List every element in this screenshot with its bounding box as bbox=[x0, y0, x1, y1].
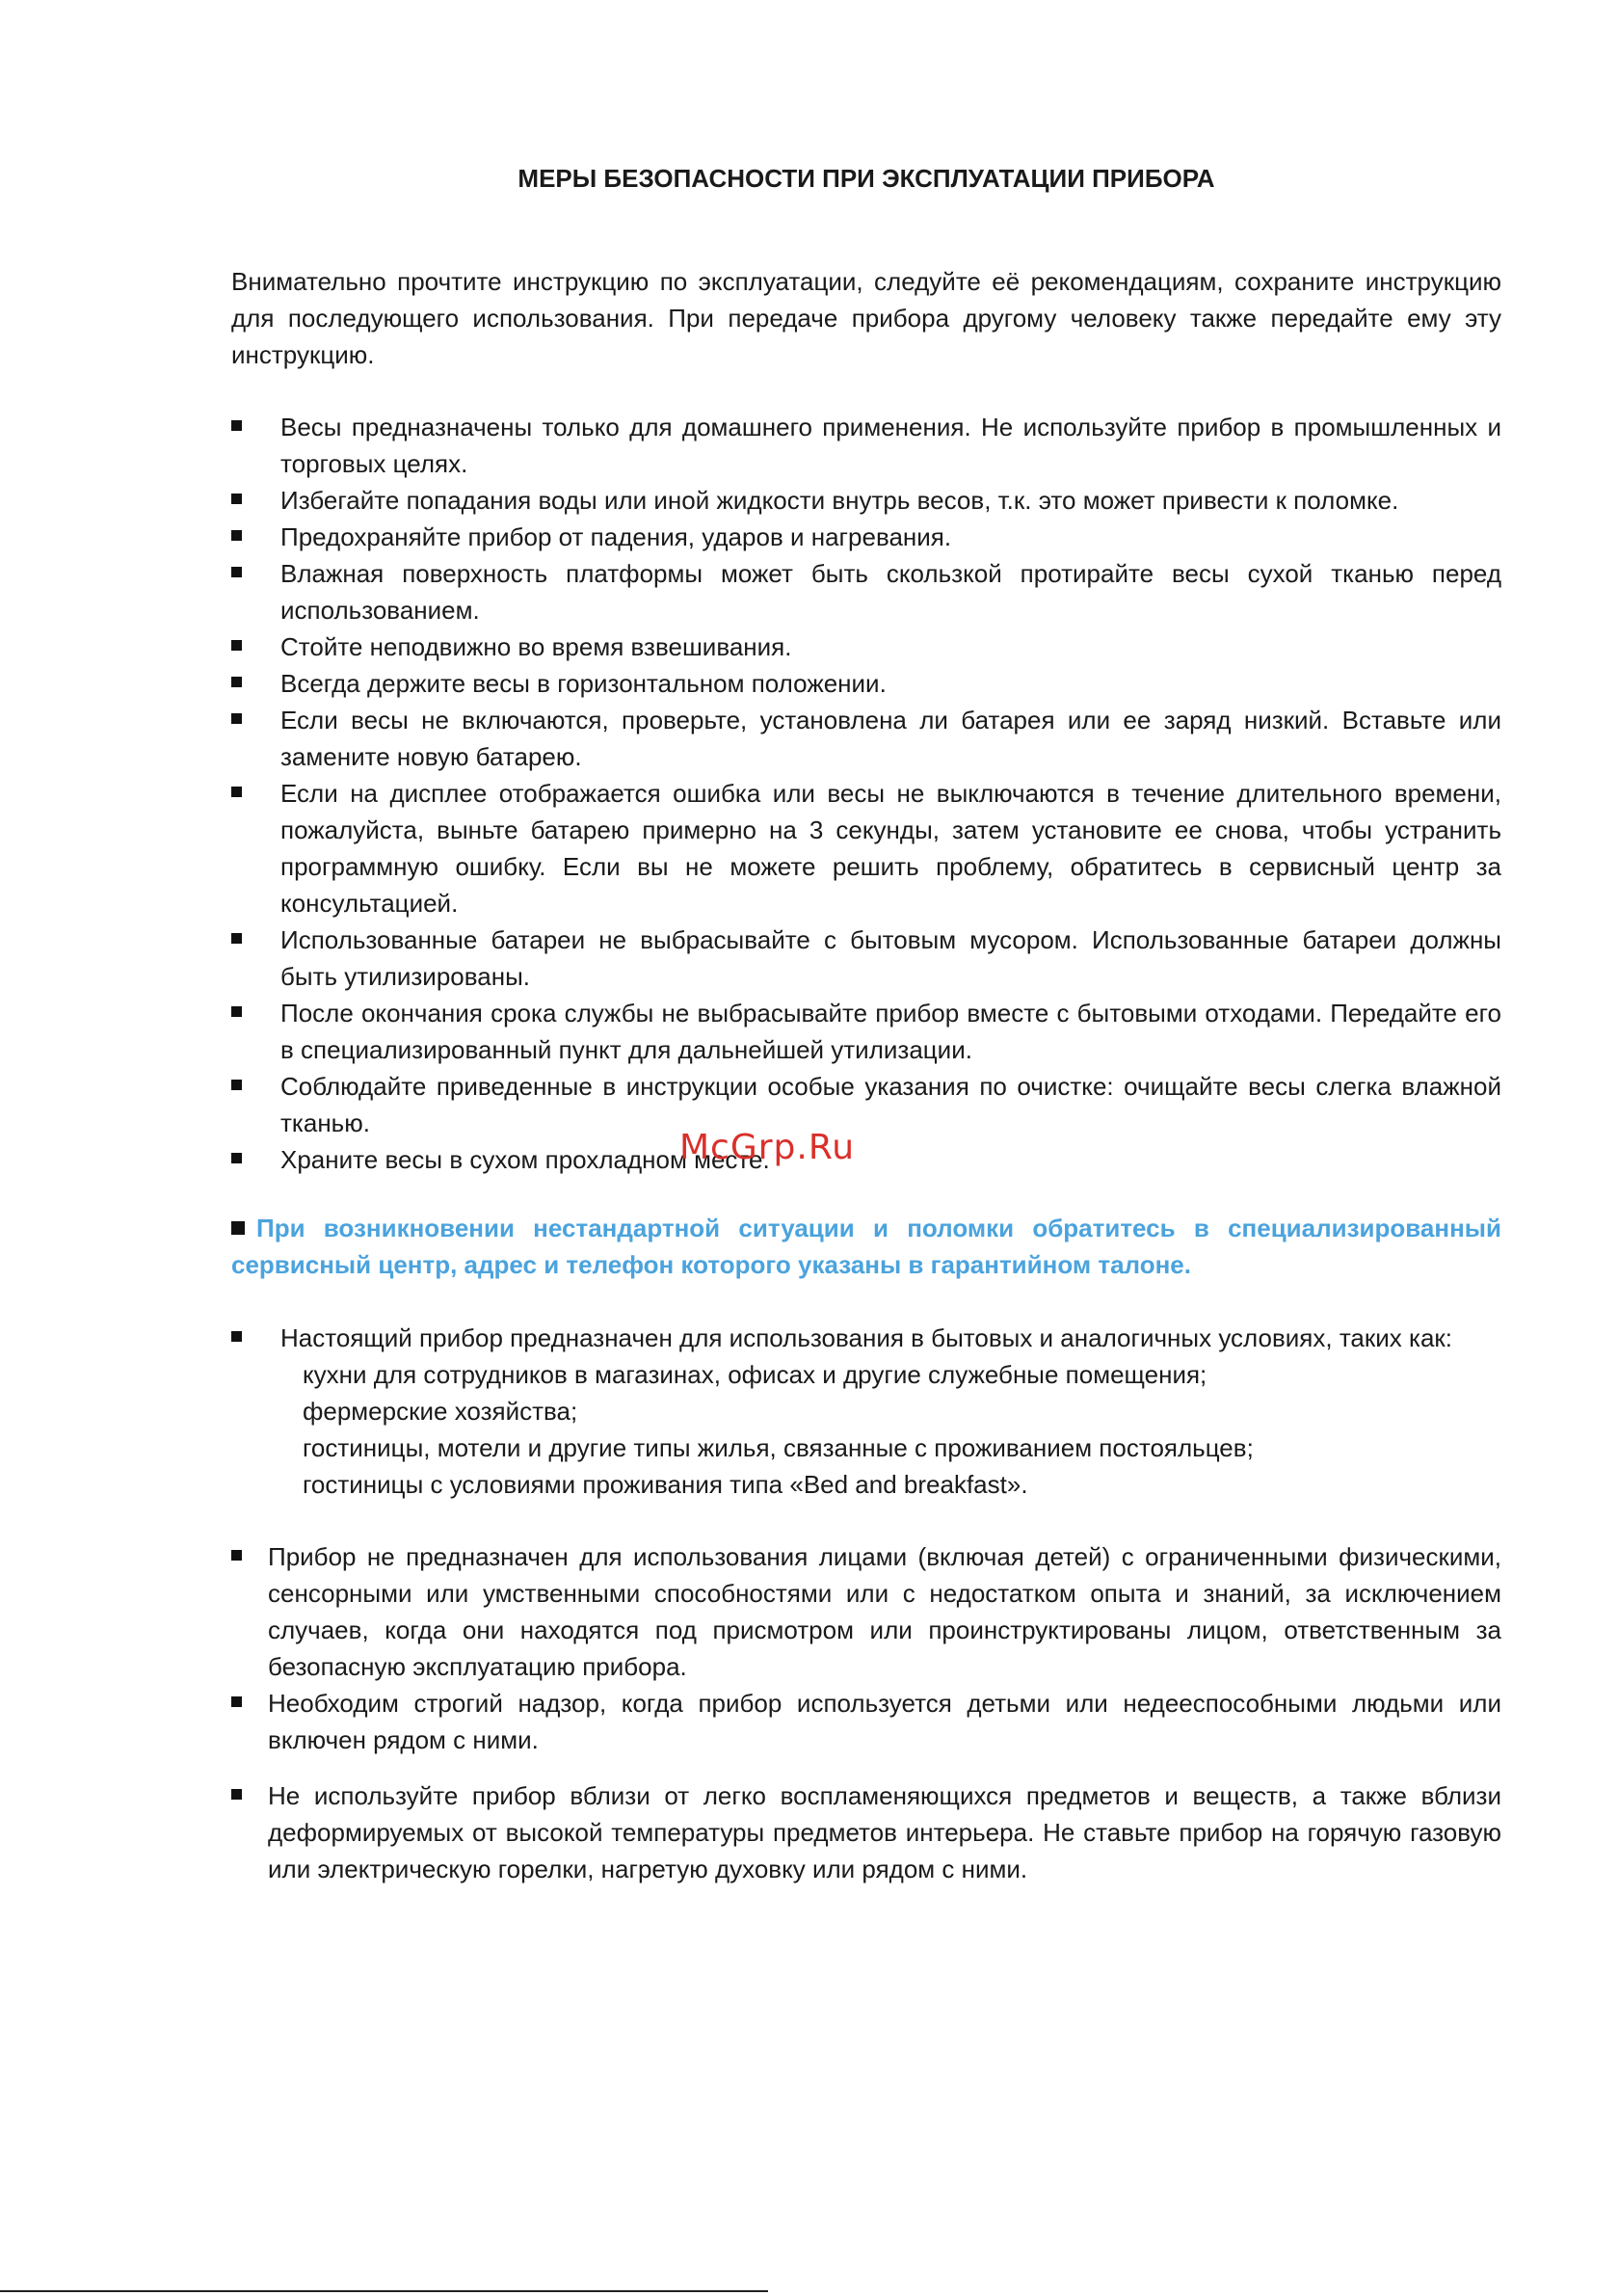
list-item: Избегайте попадания воды или иной жидкости внутрь весов, т.к. это может привести к поломке. bbox=[231, 482, 1501, 519]
list-item: Если на дисплее отображается ошибка или весы не выключаются в течение длительного времени, пожалуйста, выньте батарею примерно на 3 секунды, затем установите ее снова, чтобы устранить программную ошибку. Если вы не можете решить проблему, обратитесь в сервисный центр за консультацией. bbox=[231, 775, 1501, 921]
bullet-icon bbox=[231, 420, 242, 431]
list-item: Стойте неподвижно во время взвешивания. bbox=[231, 628, 1501, 665]
usage-list bbox=[231, 1320, 1501, 1503]
restrictions-list bbox=[231, 1538, 1501, 1758]
bullet-icon bbox=[231, 787, 242, 797]
list-item: Весы предназначены только для домашнего применения. Не используйте прибор в промышленных и торговых целях. bbox=[231, 409, 1501, 482]
page-title: МЕРЫ БЕЗОПАСНОСТИ ПРИ ЭКСПЛУАТАЦИИ ПРИБОРА bbox=[517, 164, 1215, 193]
bullet-icon bbox=[231, 1221, 245, 1235]
usage-sub-item: кухни для сотрудников в магазинах, офисах и другие служебные помещения; bbox=[303, 1360, 1207, 1389]
bullet-icon bbox=[231, 494, 242, 504]
list-item: Соблюдайте приведенные в инструкции особые указания по очистке: очищайте весы слегка влажной тканью. bbox=[231, 1068, 1501, 1141]
safety-list bbox=[231, 409, 1501, 1178]
bullet-icon bbox=[231, 1080, 242, 1090]
usage-sub-item: фермерские хозяйства; bbox=[303, 1397, 578, 1426]
list-item bbox=[231, 1320, 1501, 1503]
bullet-icon bbox=[231, 713, 242, 724]
bullet-icon bbox=[231, 1331, 242, 1342]
bullet-icon bbox=[231, 677, 242, 687]
usage-sub-item: гостиницы с условиями проживания типа «Bed and breakfast». bbox=[303, 1470, 1028, 1499]
list-item: Если весы не включаются, проверьте, установлена ли батарея или ее заряд низкий. Вставьте или замените новую батарею. bbox=[231, 702, 1501, 775]
bullet-icon bbox=[231, 933, 242, 944]
list-item: Прибор не предназначен для использования лицами (включая детей) с ограниченными физическими, сенсорными или умственными способностями или с недостатком опыта и знаний, за исключением случаев, когда они находятся под присмотром или проинструктированы лицом, ответственным за безопасную эксплуатацию прибора. bbox=[231, 1538, 1501, 1685]
bullet-icon bbox=[231, 1696, 242, 1707]
fire-warning-list bbox=[231, 1777, 1501, 1887]
bullet-icon bbox=[231, 640, 242, 651]
watermark: McGrp.Ru bbox=[679, 1128, 856, 1167]
service-notice-text: При возникновении нестандартной ситуации и поломки обратитесь в специализированный сервисный центр, адрес и телефон которого указаны в гарантийном талоне. bbox=[231, 1214, 1501, 1279]
list-item: Предохраняйте прибор от падения, ударов и нагревания. bbox=[231, 519, 1501, 555]
list-item: Необходим строгий надзор, когда прибор используется детьми или недееспособными людьми или включен рядом с ними. bbox=[231, 1685, 1501, 1758]
list-item: Всегда держите весы в горизонтальном положении. bbox=[231, 665, 1501, 702]
bullet-icon bbox=[231, 1006, 242, 1017]
bullet-icon bbox=[231, 1789, 242, 1800]
bullet-icon bbox=[231, 567, 242, 577]
bullet-icon bbox=[231, 1153, 242, 1163]
footer-divider bbox=[0, 2290, 768, 2292]
list-item: После окончания срока службы не выбрасывайте прибор вместе с бытовыми отходами. Передайте его в специализированный пункт для дальнейшей утилизации. bbox=[231, 995, 1501, 1068]
bullet-icon bbox=[231, 1550, 242, 1561]
usage-text: Настоящий прибор предназначен для использования в бытовых и аналогичных условиях, таких как: bbox=[280, 1323, 1453, 1352]
list-item: Влажная поверхность платформы может быть скользкой протирайте весы сухой тканью перед использованием. bbox=[231, 555, 1501, 628]
intro-paragraph: Внимательно прочтите инструкцию по эксплуатации, следуйте её рекомендациям, сохраните инструкцию для последующего использования. При передаче прибора другому человеку также передайте ему эту инструкцию. bbox=[231, 267, 1501, 369]
list-item: Не используйте прибор вблизи от легко воспламеняющихся предметов и веществ, а также вблизи деформируемых от высокой температуры предметов интерьера. Не ставьте прибор на горячую газовую или электрическую горелки, нагретую духовку или рядом с ними. bbox=[231, 1777, 1501, 1887]
service-notice bbox=[231, 1210, 1501, 1283]
bullet-icon bbox=[231, 530, 242, 541]
usage-sub-item: гостиницы, мотели и другие типы жилья, связанные с проживанием постояльцев; bbox=[303, 1433, 1254, 1462]
list-item: Храните весы в сухом прохладном месте. bbox=[231, 1141, 1501, 1178]
list-item: Использованные батареи не выбрасывайте с бытовым мусором. Использованные батареи должны быть утилизированы. bbox=[231, 921, 1501, 995]
